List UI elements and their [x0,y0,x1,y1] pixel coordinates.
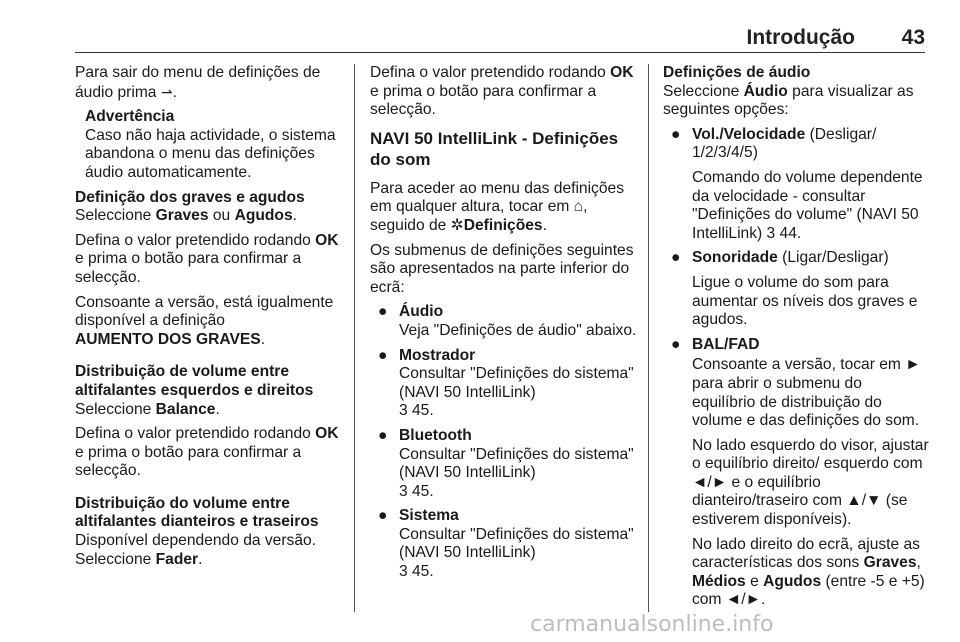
bullet: ● [671,335,681,353]
home-icon: ⌂ [573,198,584,216]
audio-settings-heading: Definições de áudio [663,64,811,81]
page-header [75,26,925,52]
bullet: ● [378,426,388,444]
column-2: Defina o valor pretendido rodando OK e prima o botão para confirmar a selecção. NAVI 50 IntelliLink - Definições do som Para aceder ao menu das definições em qualquer altura, tocar em ⌂, seguido de ✲Definições. Os submenus de definições seguintes são apresentados na parte inferior do ecrã: ● Áudio Veja "Definições de áudio" abaixo. ● Mostrador Consultar "Definições do sistema" (NAVI 50 IntelliLink) 3 45. ● Bluetooth Consultar "Definições do sistema" (NAVI 50 IntelliLink) 3 45. ● Sistema Consultar "Definições do sistema" (NAVI 50 IntelliLink) 3 45. [370,64,637,581]
submenus-intro: Os submenus de definições seguintes são apresentados na parte inferior do ecrã: [370,241,634,296]
list-item: ● Bluetooth Consultar "Definições do sistema" (NAVI 50 IntelliLink) 3 45. [378,426,634,500]
warning-box [75,108,347,182]
bass-treble-heading: Definição dos graves e agudos [75,188,305,206]
column-divider-1 [354,64,355,612]
list-item: ● Vol./Velocidade (Desligar/ 1/2/3/4/5) Comando do volume dependente da velocidade - consultar "Definições do volume" (NAVI 50 IntelliLink) 3 44. [671,125,923,242]
bullet: ● [378,346,388,364]
list-item: ● Áudio Veja "Definições de áudio" abaixo. [378,303,637,339]
header-rule [75,52,925,53]
bullet: ● [378,507,388,525]
bullet: ● [378,303,388,321]
list-item: ● Mostrador Consultar "Definições do sistema" (NAVI 50 IntelliLink) 3 45. [378,346,634,420]
left-right-heading: Distribuição de volume entre altifalantes esquerdos e direitos [75,363,314,399]
column-1: Para sair do menu de definições de áudio prima ⇀. Advertência Caso não haja actividade, o sistema abandona o menu das definições áudio automaticamente. Definição dos graves e agudos Seleccione Graves ou Agudos. Defina o valor pretendido rodando OK e prima o botão para confirmar a selecção. Consoante a versão, está igualmente disponível a definição AUMENTO DOS GRAVES. Distribuição de volume entre altifalantes esquerdos e direitos Seleccione Balance. Defina o valor pretendido rodando OK e prima o botão para confirmar a selecção. Distribuição do volume entre altifalantes dianteiros e traseiros Disponível dependendo da versão. Seleccione Fader. [75,64,347,575]
bullet: ● [671,249,681,267]
list-item: ● BAL/FAD Consoante a versão, tocar em ► para abrir o submenu do equilíbrio de distribuição do volume e das definições do som. No lado esquerdo do visor, ajustar o equilíbrio direito/ esquerdo com ◄/► e o equilíbrio dianteiro/traseiro com ▲/▼ (se estiverem disponíveis). No lado direito do ecrã, ajuste as características dos sons Graves, Médios e Agudos (entre -5 e +5) com ◄/►. [671,335,929,609]
bullet: ● [671,125,681,143]
page-number: 43 [901,26,925,49]
chapter-title: Introdução [746,26,855,49]
watermark: carmanualsonline.info [530,612,774,637]
list-item: ● Sonoridade (Ligar/Desligar) Ligue o volume do som para aumentar os níveis dos graves e agudos. [671,249,918,329]
exit-paragraph: Para sair do menu de definições de áudio prima ⇀. [75,64,321,101]
warning-title: Advertência [85,108,175,126]
section-title: NAVI 50 IntelliLink - Definições do som [370,128,619,169]
back-icon: ⇀ [160,83,173,100]
column-divider-2 [648,64,649,612]
gear-icon: ✲ [450,216,464,234]
front-rear-heading: Distribuição do volume entre altifalantes dianteiros e traseiros [75,494,319,531]
warning-body: Caso não haja actividade, o sistema abandona o menu das definições áudio automaticamente. [85,126,336,181]
column-3: Definições de áudio Seleccione Áudio para visualizar as seguintes opções: ● Vol./Velocidade (Desligar/ 1/2/3/4/5) Comando do volume dependente da velocidade - consultar "Definições do volume" (NAVI 50 IntelliLink) 3 44. ● Sonoridade (Ligar/Desligar) Ligue o volume do som para aumentar os níveis dos graves e agudos. ● BAL/FAD Consoante a versão, tocar em ► para abrir o submenu do equilíbrio de distribuição do volume e das definições do som. No lado esquerdo do visor, ajustar o equilíbrio direito/ esquerdo com ◄/► e o equilíbrio dianteiro/traseiro com ▲/▼ (se estiverem disponíveis). No lado direito do ecrã, ajuste as características dos sons Graves, Médios e Agudos (entre -5 e +5) com ◄/►. [663,64,929,609]
list-item: ● Sistema Consultar "Definições do sistema" (NAVI 50 IntelliLink) 3 45. [378,507,634,581]
